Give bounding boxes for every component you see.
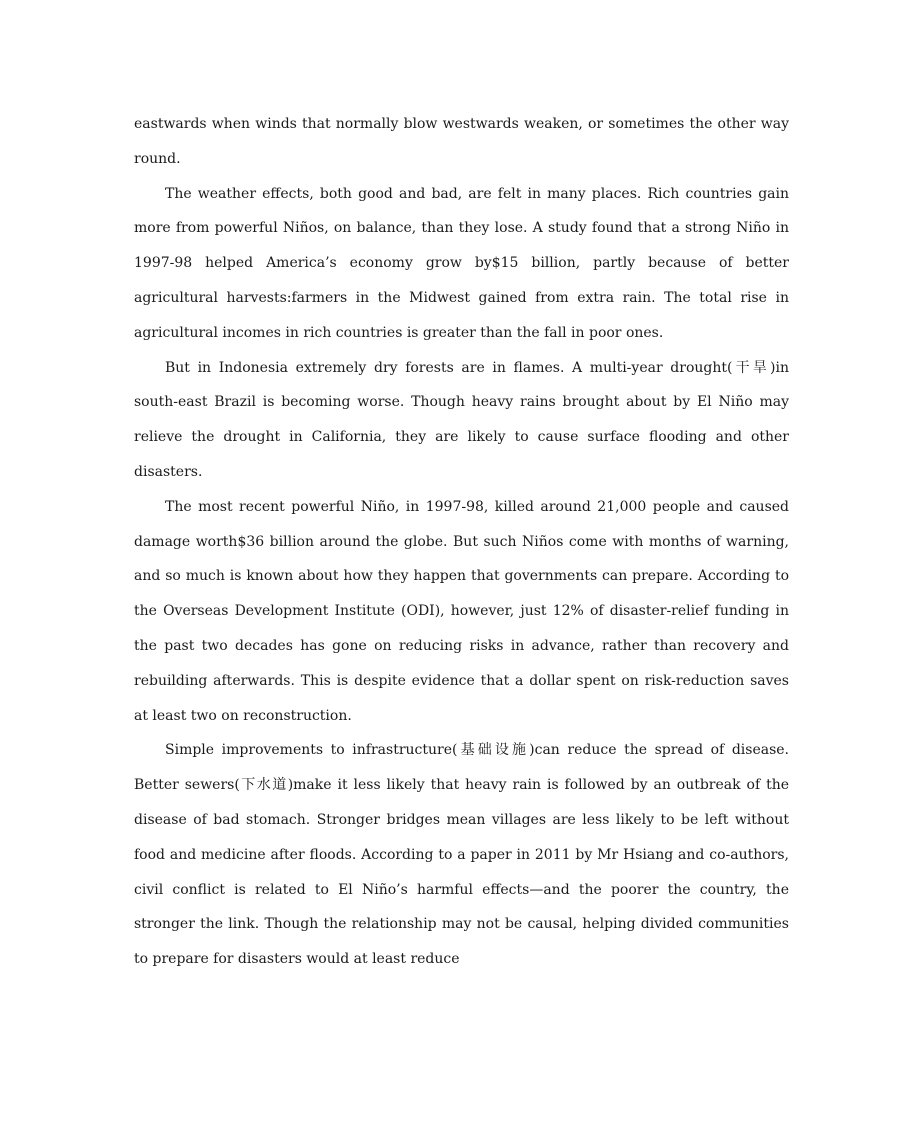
document-body (134, 107, 789, 977)
paragraph-4: The most recent powerful Niño, in 1997-98, killed around 21,000 people and caused damage worth$36 billion around the globe. But such Niños come with months of warning, and so much is known about how they happen that governments can prepare. According to the Overseas Development Institute (ODI), however, just 12% of disaster-relief funding in the past two decades has gone on reducing risks in advance, rather than recovery and rebuilding afterwards. This is despite evidence that a dollar spent on risk-reduction saves at least two on reconstruction. (134, 498, 789, 724)
paragraph-3: But in Indonesia extremely dry forests are in flames. A multi-year drought(干旱)in south-east Brazil is becoming worse. Though heavy rains brought about by El Niño may relieve the drought in California, they are likely to cause surface flooding and other disasters. (134, 359, 789, 480)
paragraph-5: Simple improvements to infrastructure(基础设施)can reduce the spread of disease. Better sewers(下水道)make it less likely that heavy rain is followed by an outbreak of the disease of bad stomach. Stronger bridges mean villages are less likely to be left without food and medicine after floods. According to a paper in 2011 by Mr Hsiang and co-authors, civil conflict is related to El Niño’s harmful effects—and the poorer the country, the stronger the link. Though the relationship may not be causal, helping divided communities to prepare for disasters would at least reduce (134, 742, 789, 968)
paragraph-2: The weather effects, both good and bad, are felt in many places. Rich countries gain more from powerful Niños, on balance, than they lose. A study found that a strong Niño in 1997-98 helped America’s economy grow by$15 billion, partly because of better agricultural harvests:farmers in the Midwest gained from extra rain. The total rise in agricultural incomes in rich countries is greater than the fall in poor ones. (134, 185, 789, 341)
paragraph-1: eastwards when winds that normally blow westwards weaken, or sometimes the other way round. (134, 116, 789, 167)
